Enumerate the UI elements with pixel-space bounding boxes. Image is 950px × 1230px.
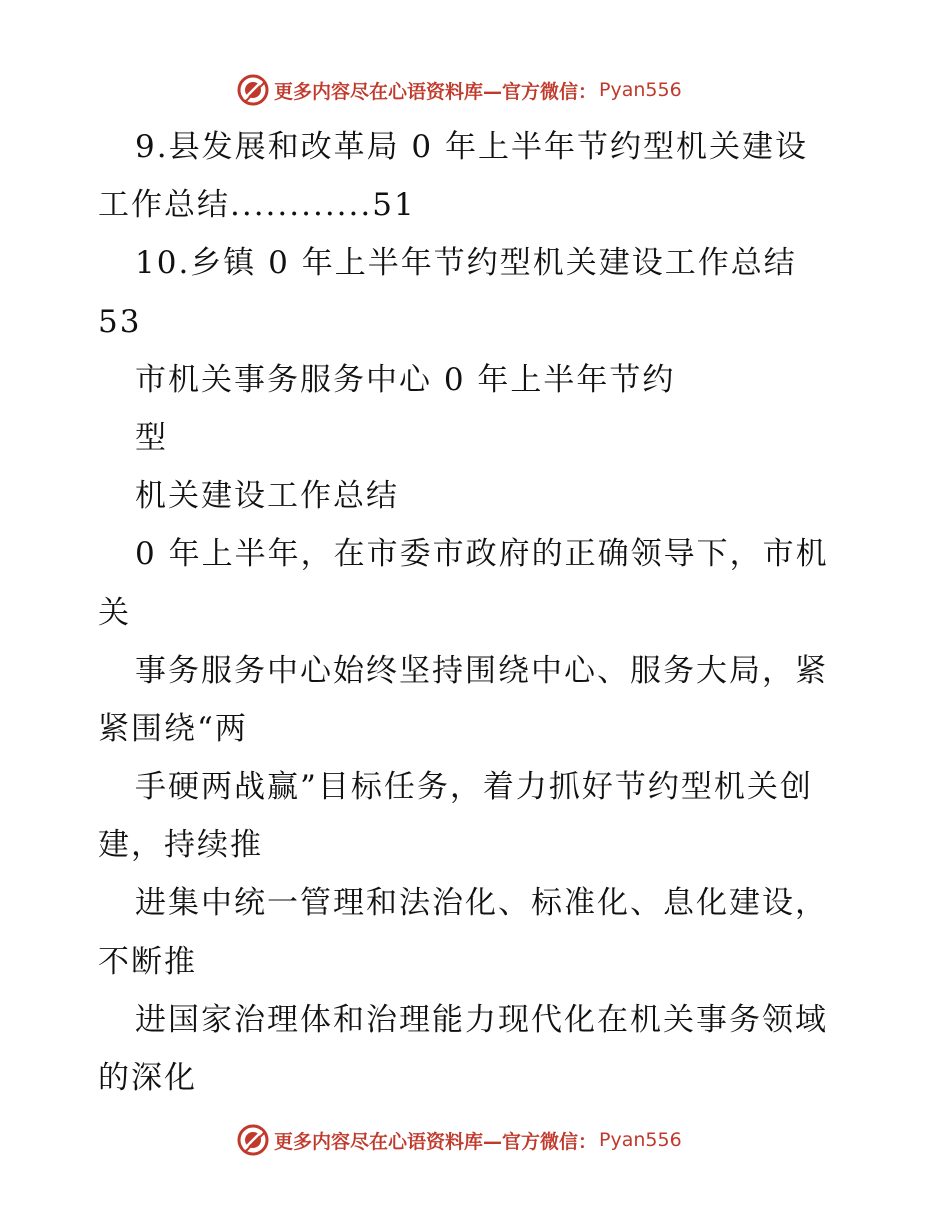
watermark-text: 更多内容尽在心语资料库—官方微信： [274, 1130, 598, 1153]
paragraph-line: 事务服务中心始终坚持围绕中心、服务大局，紧 [135, 652, 828, 689]
section-title-line-2: 型 [135, 419, 168, 456]
toc-entry-9: 9.县发展和改革局 0 年上半年节约型机关建设 [135, 129, 809, 165]
document-body [98, 118, 868, 1107]
seal-logo-icon [236, 1123, 270, 1157]
section-title-line-1: 市机关事务服务中心 0 年上半年节约 [135, 361, 676, 398]
paragraph-line: 不断推 [98, 943, 197, 980]
seal-logo-icon [236, 73, 270, 107]
toc-entry-10-page: 53 [98, 303, 142, 340]
paragraph-line: 手硬两战赢”目标任务，着力抓好节约型机关创 [135, 769, 813, 806]
paragraph-line: 0 年上半年，在市委市政府的正确领导下，市机 [135, 536, 829, 573]
paragraph-line: 关 [98, 594, 131, 631]
watermark-text: 更多内容尽在心语资料库—官方微信： [274, 80, 598, 103]
paragraph-line: 进集中统一管理和法治化、标准化、息化建设， [135, 885, 828, 922]
paragraph-line: 的深化 [98, 1060, 197, 1096]
header-watermark [236, 72, 682, 108]
toc-entry-9-continued: 工作总结............51 [98, 187, 416, 224]
footer-watermark [236, 1122, 682, 1158]
toc-entry-10: 10.乡镇 0 年上半年节约型机关建设工作总结 [135, 245, 797, 282]
section-title-line-3: 机关建设工作总结 [135, 478, 399, 515]
paragraph-line: 进国家治理体和治理能力现代化在机关事务领域 [135, 1001, 828, 1038]
watermark-wechat-id: Pyan556 [599, 79, 682, 101]
paragraph-line: 建，持续推 [98, 827, 263, 864]
watermark-wechat-id: Pyan556 [599, 1129, 682, 1151]
paragraph-line: 紧围绕“两 [98, 710, 248, 747]
